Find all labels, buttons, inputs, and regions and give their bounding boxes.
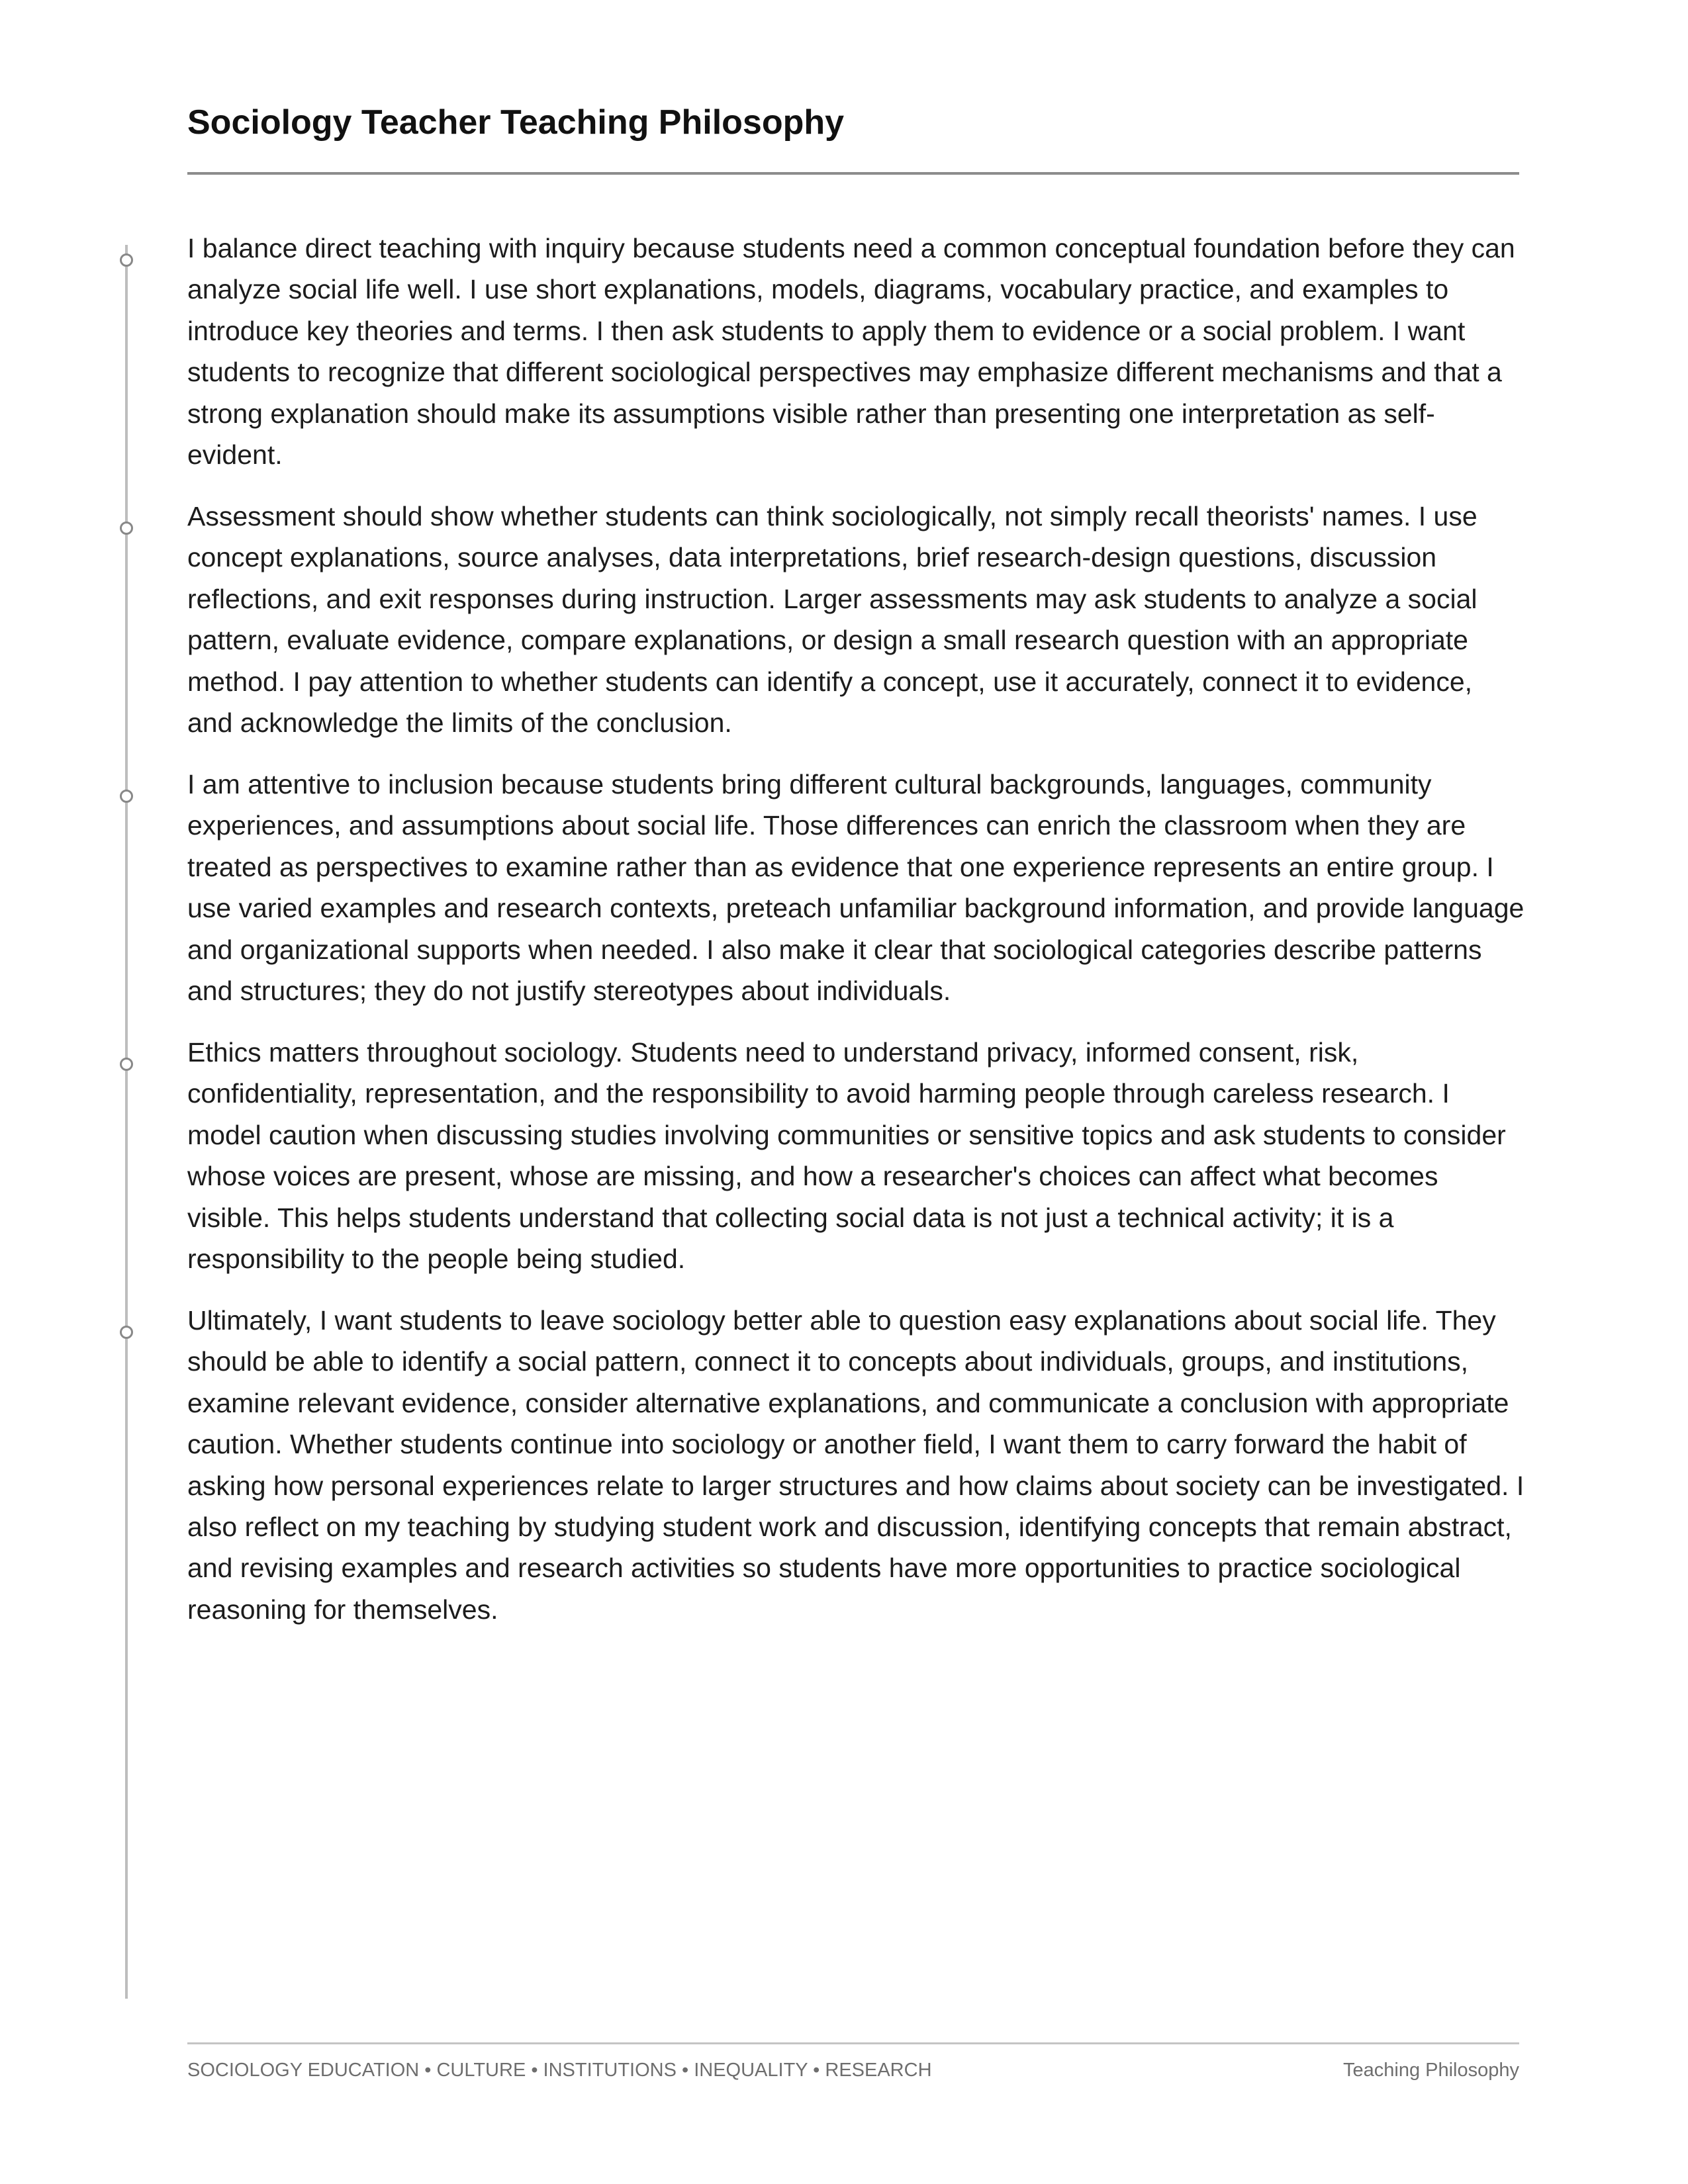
- timeline-marker-icon: [120, 1058, 133, 1071]
- paragraph-goals: Ultimately, I want students to leave sociology better able to question easy explanations about social life. They should be able to identify a social pattern, connect it to concepts about individuals, groups, and institutions, examine relevant evidence, consider alternative explanations, and communicate a conclusion with appropriate caution. Whether students continue into sociology or another field, I want them to carry forward the habit of asking how personal experiences relate to larger structures and how claims about society can be investigated. I also reflect on my teaching by studying student work and discussion, identifying concepts that remain abstract, and revising examples and research activities so students have more opportunities to practice sociological reasoning for themselves.: [187, 1305, 1524, 1625]
- timeline-marker-icon: [120, 790, 133, 803]
- timeline-line: [125, 245, 128, 1999]
- paragraph-inclusion: I am attentive to inclusion because students bring different cultural backgrounds, languages, community experiences, and assumptions about social life. Those differences can enrich the classroom when they are treated as perspectives to examine rather than as evidence that one experience represents an entire group. I use varied examples and research contexts, preteach unfamiliar background information, and provide language and organizational supports when needed. I also make it clear that sociological categories describe patterns and structures; they do not justify stereotypes about individuals.: [187, 769, 1524, 1007]
- footer-topics: SOCIOLOGY EDUCATION • CULTURE • INSTITUTIONS • INEQUALITY • RESEARCH: [187, 2060, 932, 2081]
- paragraph-assessment: Assessment should show whether students can think sociologically, not simply recall theorists' names. I use concept explanations, source analyses, data interpretations, brief research-design questions, discussion reflections, and exit responses during instruction. Larger assessments may ask students to analyze a social pattern, evaluate evidence, compare explanations, or design a small research question with an appropriate method. I pay attention to whether students can identify a concept, use it accurately, connect it to evidence, and acknowledge the limits of the conclusion.: [187, 501, 1477, 739]
- paragraph-instruction: I balance direct teaching with inquiry because students need a common conceptual foundation before they can analyze social life well. I use short explanations, models, diagrams, vocabulary practice, and examples to introduce key theories and terms. I then ask students to apply them to evidence or a social problem. I want students to recognize that different sociological perspectives may emphasize different mechanisms and that a strong explanation should make its assumptions visible rather than presenting one interpretation as self-evident.: [187, 233, 1515, 471]
- page-title: Sociology Teacher Teaching Philosophy: [187, 103, 845, 142]
- timeline-marker-icon: [120, 253, 133, 267]
- paragraph-ethics: Ethics matters throughout sociology. Students need to understand privacy, informed consent, risk, confidentiality, representation, and the responsibility to avoid harming people through careless research. I model caution when discussing studies involving communities or sensitive topics and ask students to consider whose voices are present, whose are missing, and how a researcher's choices can affect what becomes visible. This helps students understand that collecting social data is not just a technical activity; it is a responsibility to the people being studied.: [187, 1037, 1506, 1275]
- footer-section-label: Teaching Philosophy: [1342, 2060, 1519, 2081]
- timeline-marker-icon: [120, 1326, 133, 1339]
- timeline-marker-icon: [120, 522, 133, 535]
- title-divider: [187, 172, 1519, 175]
- footer-divider: [187, 2042, 1519, 2044]
